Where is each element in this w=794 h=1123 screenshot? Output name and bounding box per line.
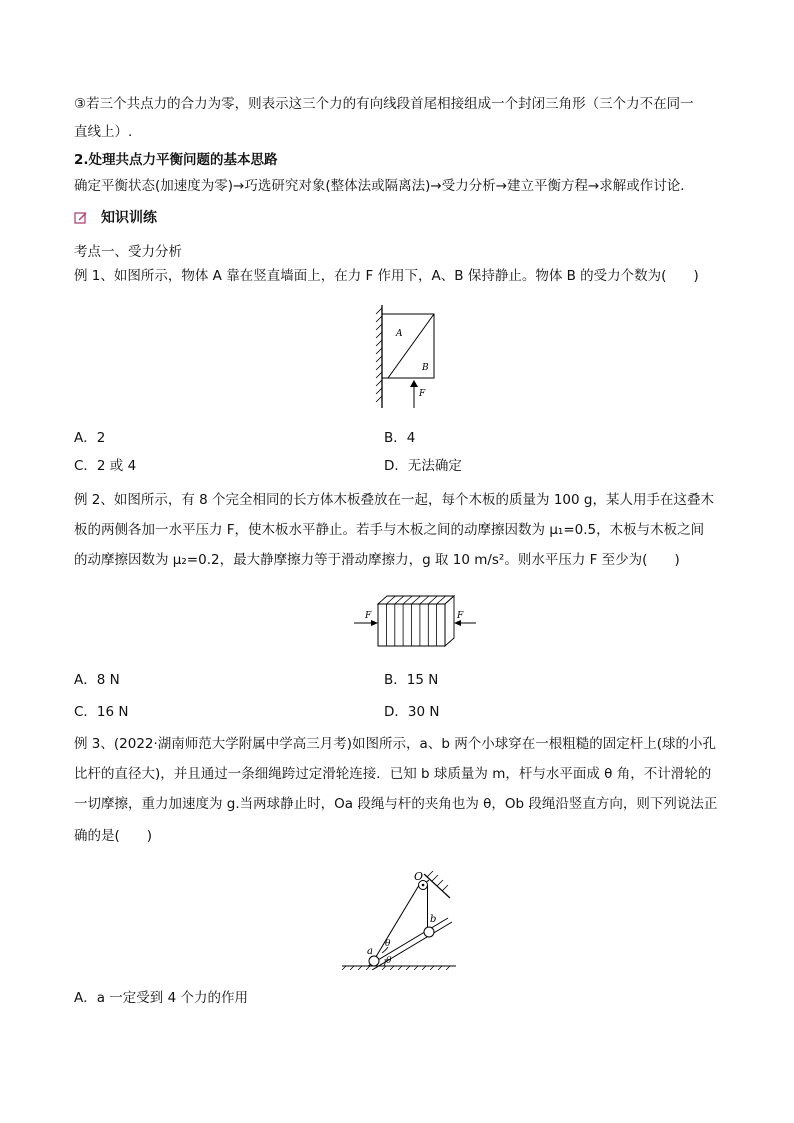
- example-1-question: 例 1、如图所示，物体 A 靠在竖直墙面上，在力 F 作用下，A、B 保持静止。物体 B 的受力个数为( ): [74, 268, 699, 284]
- example-3-question-line-3: 一切摩擦，重力加速度为 g.当两球静止时，Oa 段绳与杆的夹角也为 θ，Ob 段绳沿竖直方向，则下列说法正: [74, 796, 718, 812]
- topic-1-title: 考点一、受力分析: [74, 244, 182, 260]
- example-3-option-a: A．a 一定受到 4 个力的作用: [74, 990, 248, 1006]
- figure-3-label-a: a: [367, 946, 373, 957]
- figure-3-label-o: O: [414, 870, 424, 883]
- figure-3-label-b: b: [430, 914, 437, 925]
- figure-1-label-a: A: [396, 329, 403, 339]
- intro-heading-2: 2.处理共点力平衡问题的基本思路: [74, 152, 278, 168]
- example-2-option-d: D．30 N: [384, 704, 440, 720]
- example-1-option-c: C．2 或 4: [74, 458, 137, 474]
- example-2-option-b: B．15 N: [384, 672, 439, 688]
- checkbox-edit-icon: [74, 210, 88, 224]
- intro-line-2: 直线上）.: [74, 124, 133, 140]
- intro-line-3: 确定平衡状态(加速度为零)→巧选研究对象(整体法或隔离法)→受力分析→建立平衡方程→求解或作讨论．: [74, 178, 694, 194]
- example-3-figure: [338, 860, 458, 970]
- section-title: 知识训练: [101, 210, 157, 226]
- example-2-question-line-3: 的动摩擦因数为 μ₂=0.2，最大静摩擦力等于滑动摩擦力，g 取 10 m/s²。则水平压力 F 至少为( ): [74, 552, 680, 568]
- example-1-option-b: B．4: [384, 430, 416, 446]
- example-2-question-line-1: 例 2、如图所示，有 8 个完全相同的长方体木板叠放在一起，每个木板的质量为 100 g，某人用手在这叠木: [74, 492, 714, 508]
- example-1-option-d: D．无法确定: [384, 458, 462, 474]
- example-1-figure: [368, 300, 448, 412]
- example-2-option-c: C．16 N: [74, 704, 129, 720]
- figure-1-label-b: B: [422, 363, 429, 373]
- example-3-question-line-4: 确的是( ): [74, 828, 153, 844]
- example-3-question-line-1: 例 3、(2022·湖南师范大学附属中学高三月考)如图所示，a、b 两个小球穿在一根粗糙的固定杆上(球的小孔: [74, 736, 716, 752]
- example-2-option-a: A．8 N: [74, 672, 120, 688]
- example-1-option-a: A．2: [74, 430, 106, 446]
- example-3-question-line-2: 比杆的直径大)，并且通过一条细绳跨过定滑轮连接．已知 b 球质量为 m，杆与水平面成 θ 角，不计滑轮的: [74, 766, 712, 782]
- figure-3-label-theta-lower: θ: [386, 956, 392, 966]
- example-2-figure: [352, 590, 478, 652]
- figure-2-label-left-f: F: [365, 611, 372, 621]
- figure-3-label-theta-upper: θ: [385, 939, 391, 949]
- figure-2-label-right-f: F: [457, 611, 464, 621]
- intro-line-1: ③若三个共点力的合力为零，则表示这三个力的有向线段首尾相接组成一个封闭三角形（三个力不在同一: [74, 96, 694, 112]
- figure-1-label-f: F: [419, 389, 426, 399]
- example-2-question-line-2: 板的两侧各加一水平压力 F，使木板水平静止。若手与木板之间的动摩擦因数为 μ₁=0.5，木板与木板之间: [74, 522, 705, 538]
